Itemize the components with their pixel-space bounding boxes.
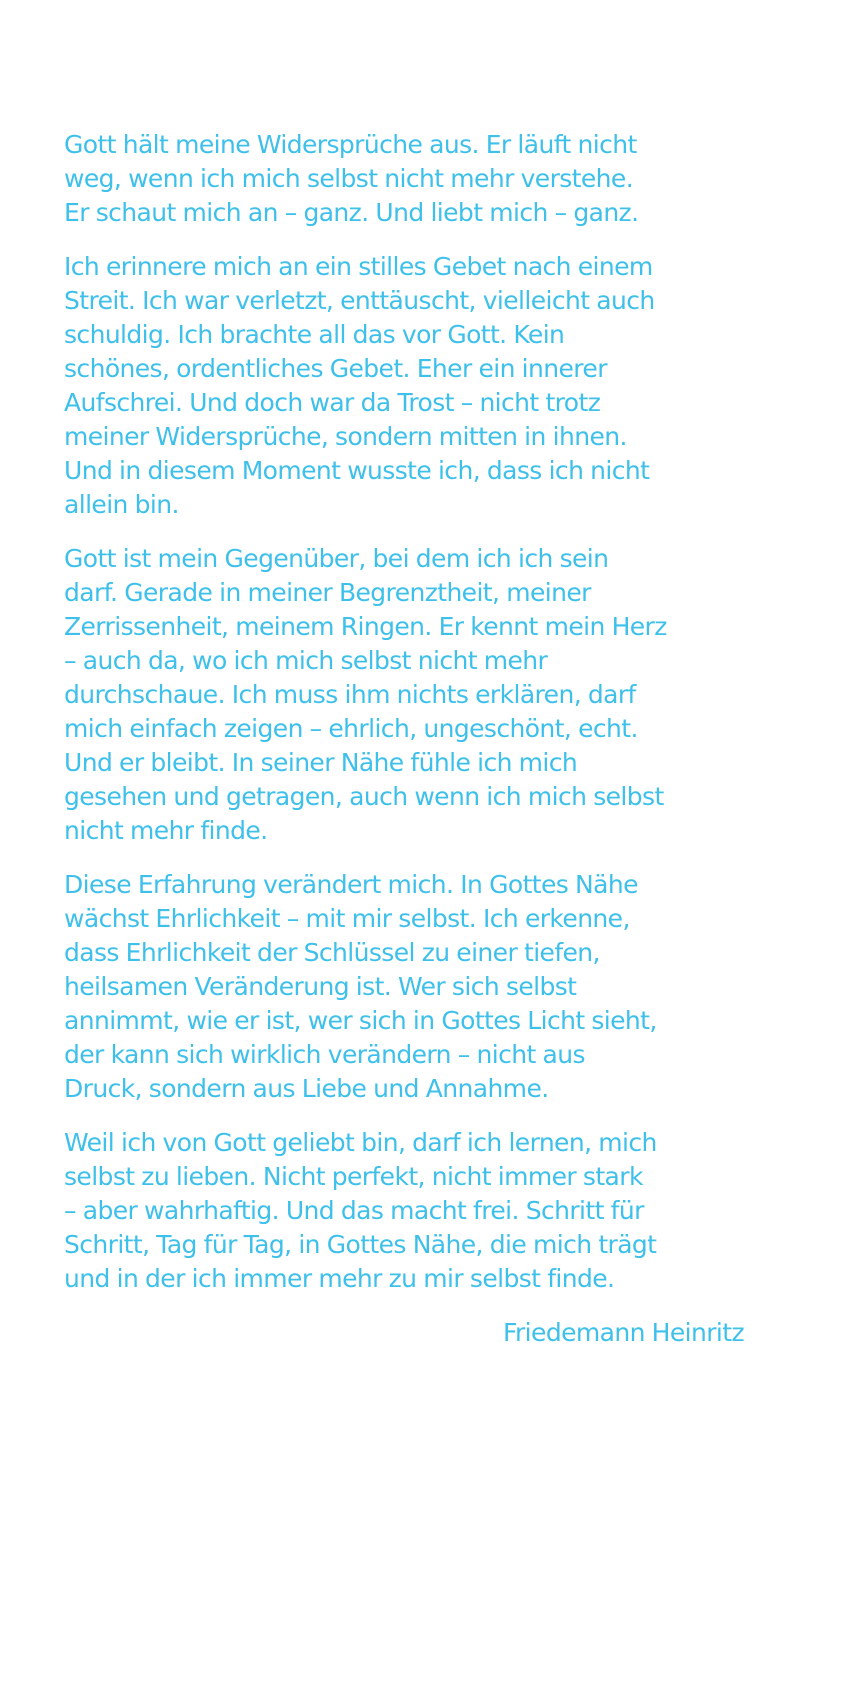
text-line: der kann sich wirklich verändern – nicht aus	[64, 1040, 585, 1069]
paragraph-4	[64, 868, 744, 1106]
text-line: und in der ich immer mehr zu mir selbst finde.	[64, 1264, 615, 1293]
text-line: Druck, sondern aus Liebe und Annahme.	[64, 1074, 549, 1103]
text-line: heilsamen Veränderung ist. Wer sich selbst	[64, 972, 577, 1001]
paragraph-5	[64, 1126, 744, 1296]
text-line: nicht mehr finde.	[64, 816, 268, 845]
text-line: annimmt, wie er ist, wer sich in Gottes Licht sieht,	[64, 1006, 657, 1035]
text-line: durchschaue. Ich muss ihm nichts erklären, darf	[64, 680, 636, 709]
text-line: – auch da, wo ich mich selbst nicht mehr	[64, 646, 548, 675]
text-line: Gott hält meine Widersprüche aus. Er läuft nicht	[64, 130, 637, 159]
text-line: mich einfach zeigen – ehrlich, ungeschönt, echt.	[64, 714, 638, 743]
text-line: Er schaut mich an – ganz. Und liebt mich – ganz.	[64, 198, 639, 227]
text-line: Und er bleibt. In seiner Nähe fühle ich mich	[64, 748, 578, 777]
text-line: selbst zu lieben. Nicht perfekt, nicht immer stark	[64, 1162, 643, 1191]
text-line: darf. Gerade in meiner Begrenztheit, meiner	[64, 578, 591, 607]
text-line: Weil ich von Gott geliebt bin, darf ich lernen, mich	[64, 1128, 657, 1157]
text-line: schuldig. Ich brachte all das vor Gott. Kein	[64, 320, 565, 349]
document-body	[64, 128, 744, 1350]
text-line: wächst Ehrlichkeit – mit mir selbst. Ich erkenne,	[64, 904, 630, 933]
text-line: Und in diesem Moment wusste ich, dass ich nicht	[64, 456, 650, 485]
text-line: Diese Erfahrung verändert mich. In Gottes Nähe	[64, 870, 638, 899]
text-line: weg, wenn ich mich selbst nicht mehr verstehe.	[64, 164, 634, 193]
text-line: Ich erinnere mich an ein stilles Gebet nach einem	[64, 252, 653, 281]
paragraph-2	[64, 250, 744, 522]
text-line: Gott ist mein Gegenüber, bei dem ich ich sein	[64, 544, 609, 573]
text-line: Aufschrei. Und doch war da Trost – nicht trotz	[64, 388, 601, 417]
author-signature: Friedemann Heinritz	[503, 1318, 744, 1347]
text-line: Streit. Ich war verletzt, enttäuscht, vielleicht auch	[64, 286, 655, 315]
text-line: gesehen und getragen, auch wenn ich mich selbst	[64, 782, 664, 811]
text-line: schönes, ordentliches Gebet. Eher ein innerer	[64, 354, 607, 383]
text-line: Schritt, Tag für Tag, in Gottes Nähe, die mich trägt	[64, 1230, 657, 1259]
paragraph-1	[64, 128, 744, 230]
text-line: dass Ehrlichkeit der Schlüssel zu einer tiefen,	[64, 938, 600, 967]
text-line: meiner Widersprüche, sondern mitten in ihnen.	[64, 422, 627, 451]
paragraph-3	[64, 542, 744, 848]
text-line: – aber wahrhaftig. Und das macht frei. Schritt für	[64, 1196, 644, 1225]
text-line: allein bin.	[64, 490, 179, 519]
text-line: Zerrissenheit, meinem Ringen. Er kennt mein Herz	[64, 612, 667, 641]
